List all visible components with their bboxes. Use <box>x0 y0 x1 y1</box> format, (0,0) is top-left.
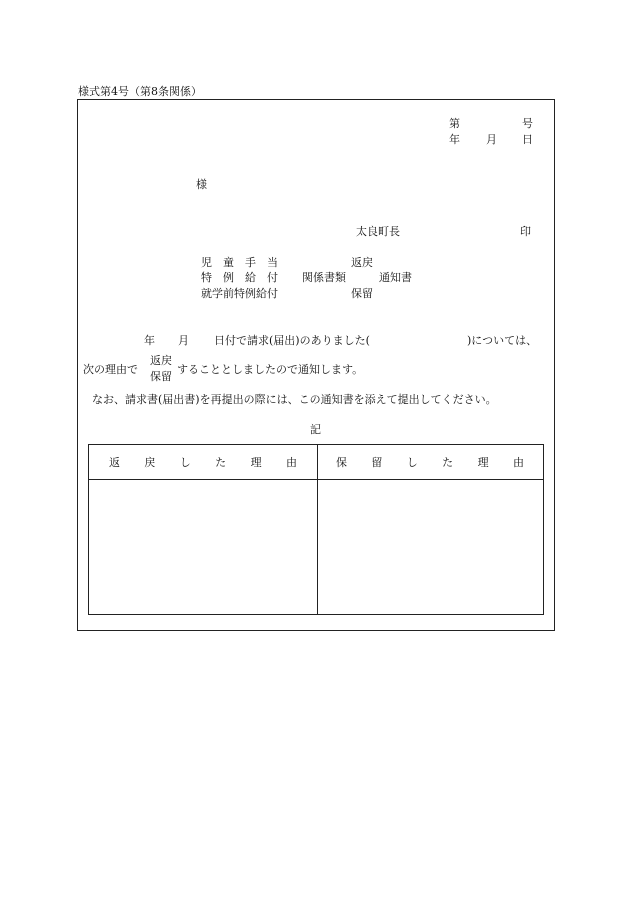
return-reason-cell[interactable] <box>89 480 317 614</box>
header-char: た <box>215 456 227 469</box>
title-child-allowance: 児 童 手 当 <box>201 256 278 269</box>
body-option-return: 返戻 <box>150 354 172 367</box>
seal-mark: 印 <box>520 225 531 238</box>
form-number-label: 様式第4号（第8条関係） <box>78 85 202 98</box>
header-char: た <box>442 456 454 469</box>
body-regarding: )については、 <box>467 334 538 347</box>
header-char: 戻 <box>144 456 156 469</box>
title-notice: 通知書 <box>379 271 412 284</box>
number-suffix: 号 <box>522 117 533 130</box>
header-return-reason <box>109 457 297 468</box>
header-char: 保 <box>336 456 347 469</box>
title-option-return: 返戻 <box>351 256 373 269</box>
number-prefix: 第 <box>449 117 460 130</box>
header-hold-reason <box>336 457 524 468</box>
date-month: 月 <box>486 133 497 146</box>
header-char: 由 <box>285 456 297 469</box>
hold-reason-cell[interactable] <box>318 480 543 614</box>
title-option-hold: 保留 <box>351 287 373 300</box>
issuer-name: 太良町長 <box>356 225 400 238</box>
header-char: 返 <box>109 456 120 469</box>
header-char: 由 <box>512 456 524 469</box>
addressee-suffix: 様 <box>196 178 207 191</box>
title-special-benefit: 特 例 給 付 <box>201 271 278 284</box>
body-reason-prefix: 次の理由で <box>83 363 138 376</box>
title-related-documents: 関係書類 <box>302 271 346 284</box>
header-char: 理 <box>477 456 489 469</box>
body-resubmit-note: なお、請求書(届出書)を再提出の際には、この通知書を添えて提出してください。 <box>92 393 497 406</box>
header-char: し <box>406 456 418 469</box>
header-char: 留 <box>371 456 383 469</box>
header-char: し <box>179 456 191 469</box>
body-option-hold: 保留 <box>150 370 172 383</box>
body-year: 年 <box>144 334 155 347</box>
body-date-request: 日付で請求(届出)のありました( <box>214 334 370 347</box>
reason-table <box>88 444 544 615</box>
body-notice-sentence: することとしましたので通知します。 <box>177 363 364 376</box>
title-preschool-benefit: 就学前特例給付 <box>201 287 278 300</box>
body-month: 月 <box>178 334 189 347</box>
header-char: 理 <box>250 456 262 469</box>
date-day: 日 <box>522 133 533 146</box>
ki-mark: 記 <box>310 423 321 436</box>
date-year: 年 <box>449 133 460 146</box>
